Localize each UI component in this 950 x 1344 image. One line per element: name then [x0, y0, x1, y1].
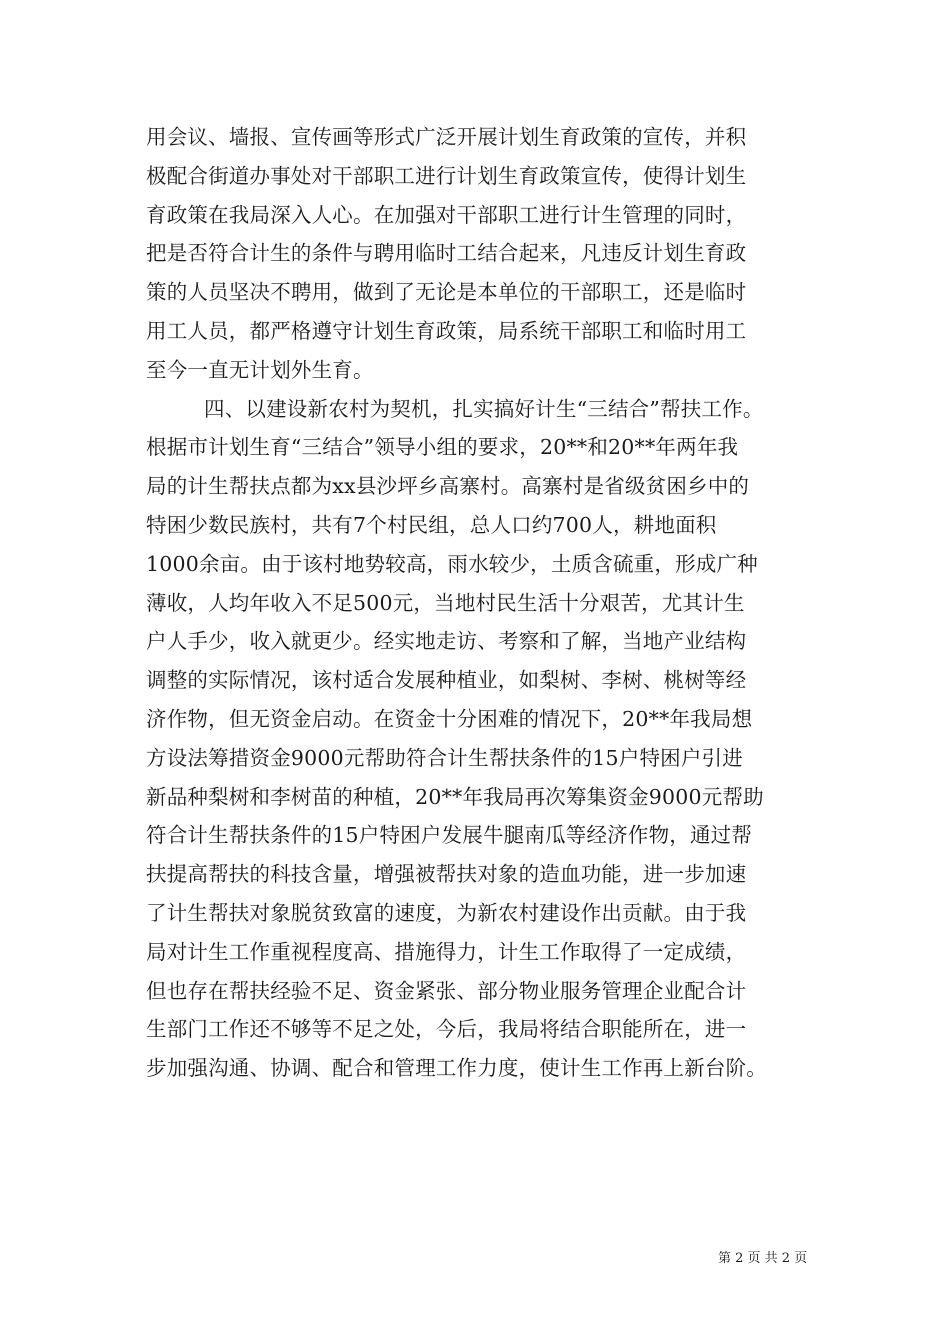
text-line-23: 但也存在帮扶经验不足、资金紧张、部分物业服务管理企业配合计 — [146, 978, 747, 1003]
text-line-22: 局对计生工作重视程度高、措施得力，计生工作取得了一定成绩， — [146, 939, 747, 964]
document-body — [146, 118, 826, 1088]
text-line-25: 步加强沟通、协调、配合和管理工作力度，使计生工作再上新台阶。 — [146, 1056, 767, 1081]
text-line-21: 了计生帮扶对象脱贫致富的速度，为新农村建设作出贡献。由于我 — [146, 900, 747, 925]
text-line-6: 用工人员，都严格遵守计划生育政策，局系统干部职工和临时用工 — [146, 318, 747, 343]
text-line-7: 至今一直无计划外生育。 — [146, 357, 374, 382]
page-number-footer: 第 2 页 共 2 页 — [718, 1251, 808, 1266]
text-line-11: 特困少数民族村，共有7个村民组，总人口约700人，耕地面积 — [146, 512, 717, 537]
section-heading-line: 四、以建设新农村为契机，扎实搞好计生“三结合”帮扶工作。 — [204, 396, 764, 421]
text-line-13: 薄收，人均年收入不足500元，当地村民生活十分艰苦，尤其计生 — [146, 590, 745, 615]
text-line-24: 生部门工作还不够等不足之处，今后，我局将结合职能所在，进一 — [146, 1017, 747, 1042]
text-line-20: 扶提高帮扶的科技含量，增强被帮扶对象的造血功能，进一步加速 — [146, 862, 747, 887]
text-line-1: 用会议、墙报、宣传画等形式广泛开展计划生育政策的宣传，并积 — [146, 125, 747, 149]
text-line-12: 1000余亩。由于该村地势较高，雨水较少，土质含硫重，形成广种 — [146, 551, 758, 576]
text-line-18: 新品种梨树和李树苗的种植，20**年我局再次筹集资金9000元帮助 — [146, 784, 764, 809]
text-line-14: 户人手少，收入就更少。经实地走访、考察和了解，当地产业结构 — [146, 629, 747, 654]
text-line-5: 策的人员坚决不聘用，做到了无论是本单位的干部职工，还是临时 — [146, 280, 747, 305]
text-line-16: 济作物，但无资金启动。在资金十分困难的情况下，20**年我局想 — [146, 706, 753, 731]
text-line-17: 方设法筹措资金9000元帮助符合计生帮扶条件的15户特困户引进 — [146, 745, 743, 770]
text-line-19: 符合计生帮扶条件的15户特困户发展牛腿南瓜等经济作物，通过帮 — [146, 823, 753, 848]
text-line-3: 育政策在我局深入人心。在加强对干部职工进行计生管理的同时， — [146, 202, 747, 227]
text-line-15: 调整的实际情况，该村适合发展种植业，如梨树、李树、桃树等经 — [146, 668, 747, 693]
text-line-2: 极配合街道办事处对干部职工进行计划生育政策宣传，使得计划生 — [146, 163, 747, 188]
text-line-10: 局的计生帮扶点都为xx县沙坪乡高寨村。高寨村是省级贫困乡中的 — [146, 474, 750, 499]
text-line-4: 把是否符合计生的条件与聘用临时工结合起来，凡违反计划生育政 — [146, 241, 747, 266]
text-line-9: 根据市计划生育“三结合”领导小组的要求，20**和20**年两年我 — [146, 435, 739, 460]
